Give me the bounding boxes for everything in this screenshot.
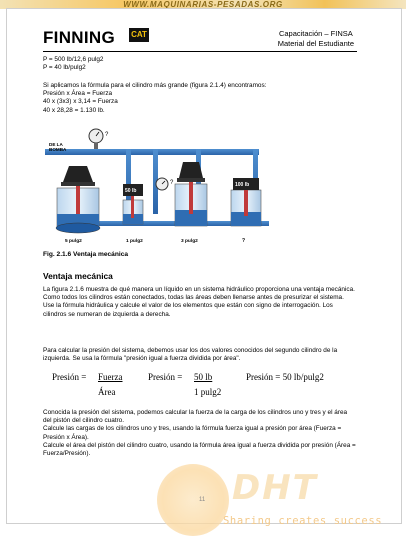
- section-title: Ventaja mecánica: [43, 271, 113, 281]
- para-line: Use la fórmula hidráulica y calcule el valor de los elementos que están con signo de interrogación. Los cilindros se numeran de izquierda a derecha.: [43, 302, 333, 318]
- watermark-dht: DHT: [232, 468, 318, 508]
- weight-100-label: 100 lb: [235, 182, 250, 188]
- bomba-label-2: BOMBA: [49, 147, 67, 152]
- figure-caption: Fig. 2.1.6 Ventaja mecánica: [43, 251, 129, 258]
- gauge-question: ?: [105, 132, 109, 138]
- header-material: Material del Estudiante: [277, 39, 354, 48]
- finning-logo: FINNING: [43, 28, 115, 47]
- cat-logo: CAT: [129, 28, 149, 42]
- para-line: Presión x Área = Fuerza: [43, 90, 113, 98]
- hydraulic-figure: [43, 126, 283, 250]
- weight-50-label: 50 lb: [125, 188, 137, 194]
- para-line: Conocida la presión del sistema, podemos calcular la fuerza de la carga de los cilindros uno y tres y el área del pistón del cilindro cuatro.: [43, 409, 348, 425]
- gauge-mid-question: ?: [170, 180, 174, 186]
- para-line: Como todos los cilindros están conectados, todas las áreas deben llenarse antes de presurizar el sistema.: [43, 294, 344, 302]
- formula-2-den: 1 pulg2: [194, 387, 222, 397]
- para-line: 40 x (3x3) x 3,14 = Fuerza: [43, 98, 118, 106]
- formula-1-left: Presión =: [52, 372, 87, 382]
- header-course: Capacitación – FINSA: [278, 29, 353, 38]
- header-rule: [43, 51, 357, 52]
- page-number: 11: [199, 497, 206, 503]
- intro-block: [43, 56, 357, 72]
- watermark-sharing: Sharing creates success: [223, 515, 383, 527]
- top-pipe: [45, 149, 259, 155]
- watermark-circle: [157, 464, 229, 536]
- bomba-label-1: DE LA: [49, 142, 63, 147]
- weight-3: [179, 162, 203, 178]
- paragraph-formula: [43, 82, 357, 115]
- weight-1: [63, 166, 93, 182]
- header-right: [278, 29, 354, 49]
- formula-2-left: Presión =: [148, 372, 183, 382]
- formula-1-den: Área: [98, 387, 116, 397]
- intro-line: P = 500 lb/12,6 pulg2: [43, 56, 104, 63]
- para-line: Si aplicamos la fórmula para el cilindro más grande (figura 2.1.4) encontramos:: [43, 82, 267, 89]
- site-banner: WWW.MAQUINARIAS-PESADAS.ORG: [0, 0, 406, 9]
- bottom-label-2: 1 pulg2: [126, 239, 143, 244]
- bottom-label-4: ?: [242, 238, 246, 244]
- para-line: 40 x 28,28 = 1.130 lb.: [43, 106, 105, 114]
- para-line: La figura 2.1.6 muestra de qué manera un líquido en un sistema hidráulico proporciona una ventaja mecánica.: [43, 286, 355, 293]
- para-line: Para calcular la presión del sistema, debemos usar los dos valores conocidos del segundo cilindro de la izquierda. Se usa la fórmula "presión igual a fuerza dividida por área".: [43, 347, 338, 363]
- para-line: Calcule el área del pistón del cilindro cuatro, usando la fórmula área igual a fuerza dividida por presión (Área = Fuerza/Presión).: [43, 441, 356, 458]
- formula-1-num: Fuerza: [98, 372, 123, 382]
- bottom-label-1: 5 pulg2: [65, 239, 82, 244]
- intro-line: P = 40 lb/pulg2: [43, 64, 86, 72]
- formula-2-num: 50 lb: [194, 372, 213, 382]
- paragraph-ventaja: [43, 286, 357, 319]
- formula-3: Presión = 50 lb/pulg2: [246, 372, 324, 382]
- paragraph-calcular: [43, 347, 357, 363]
- bottom-label-3: 3 pulg2: [181, 239, 198, 244]
- paragraph-final: [43, 409, 357, 458]
- para-line: Calcule las cargas de los cilindros uno y tres, usando la fórmula fuerza igual a presión por área (Fuerza = Presión x Área).: [43, 425, 342, 441]
